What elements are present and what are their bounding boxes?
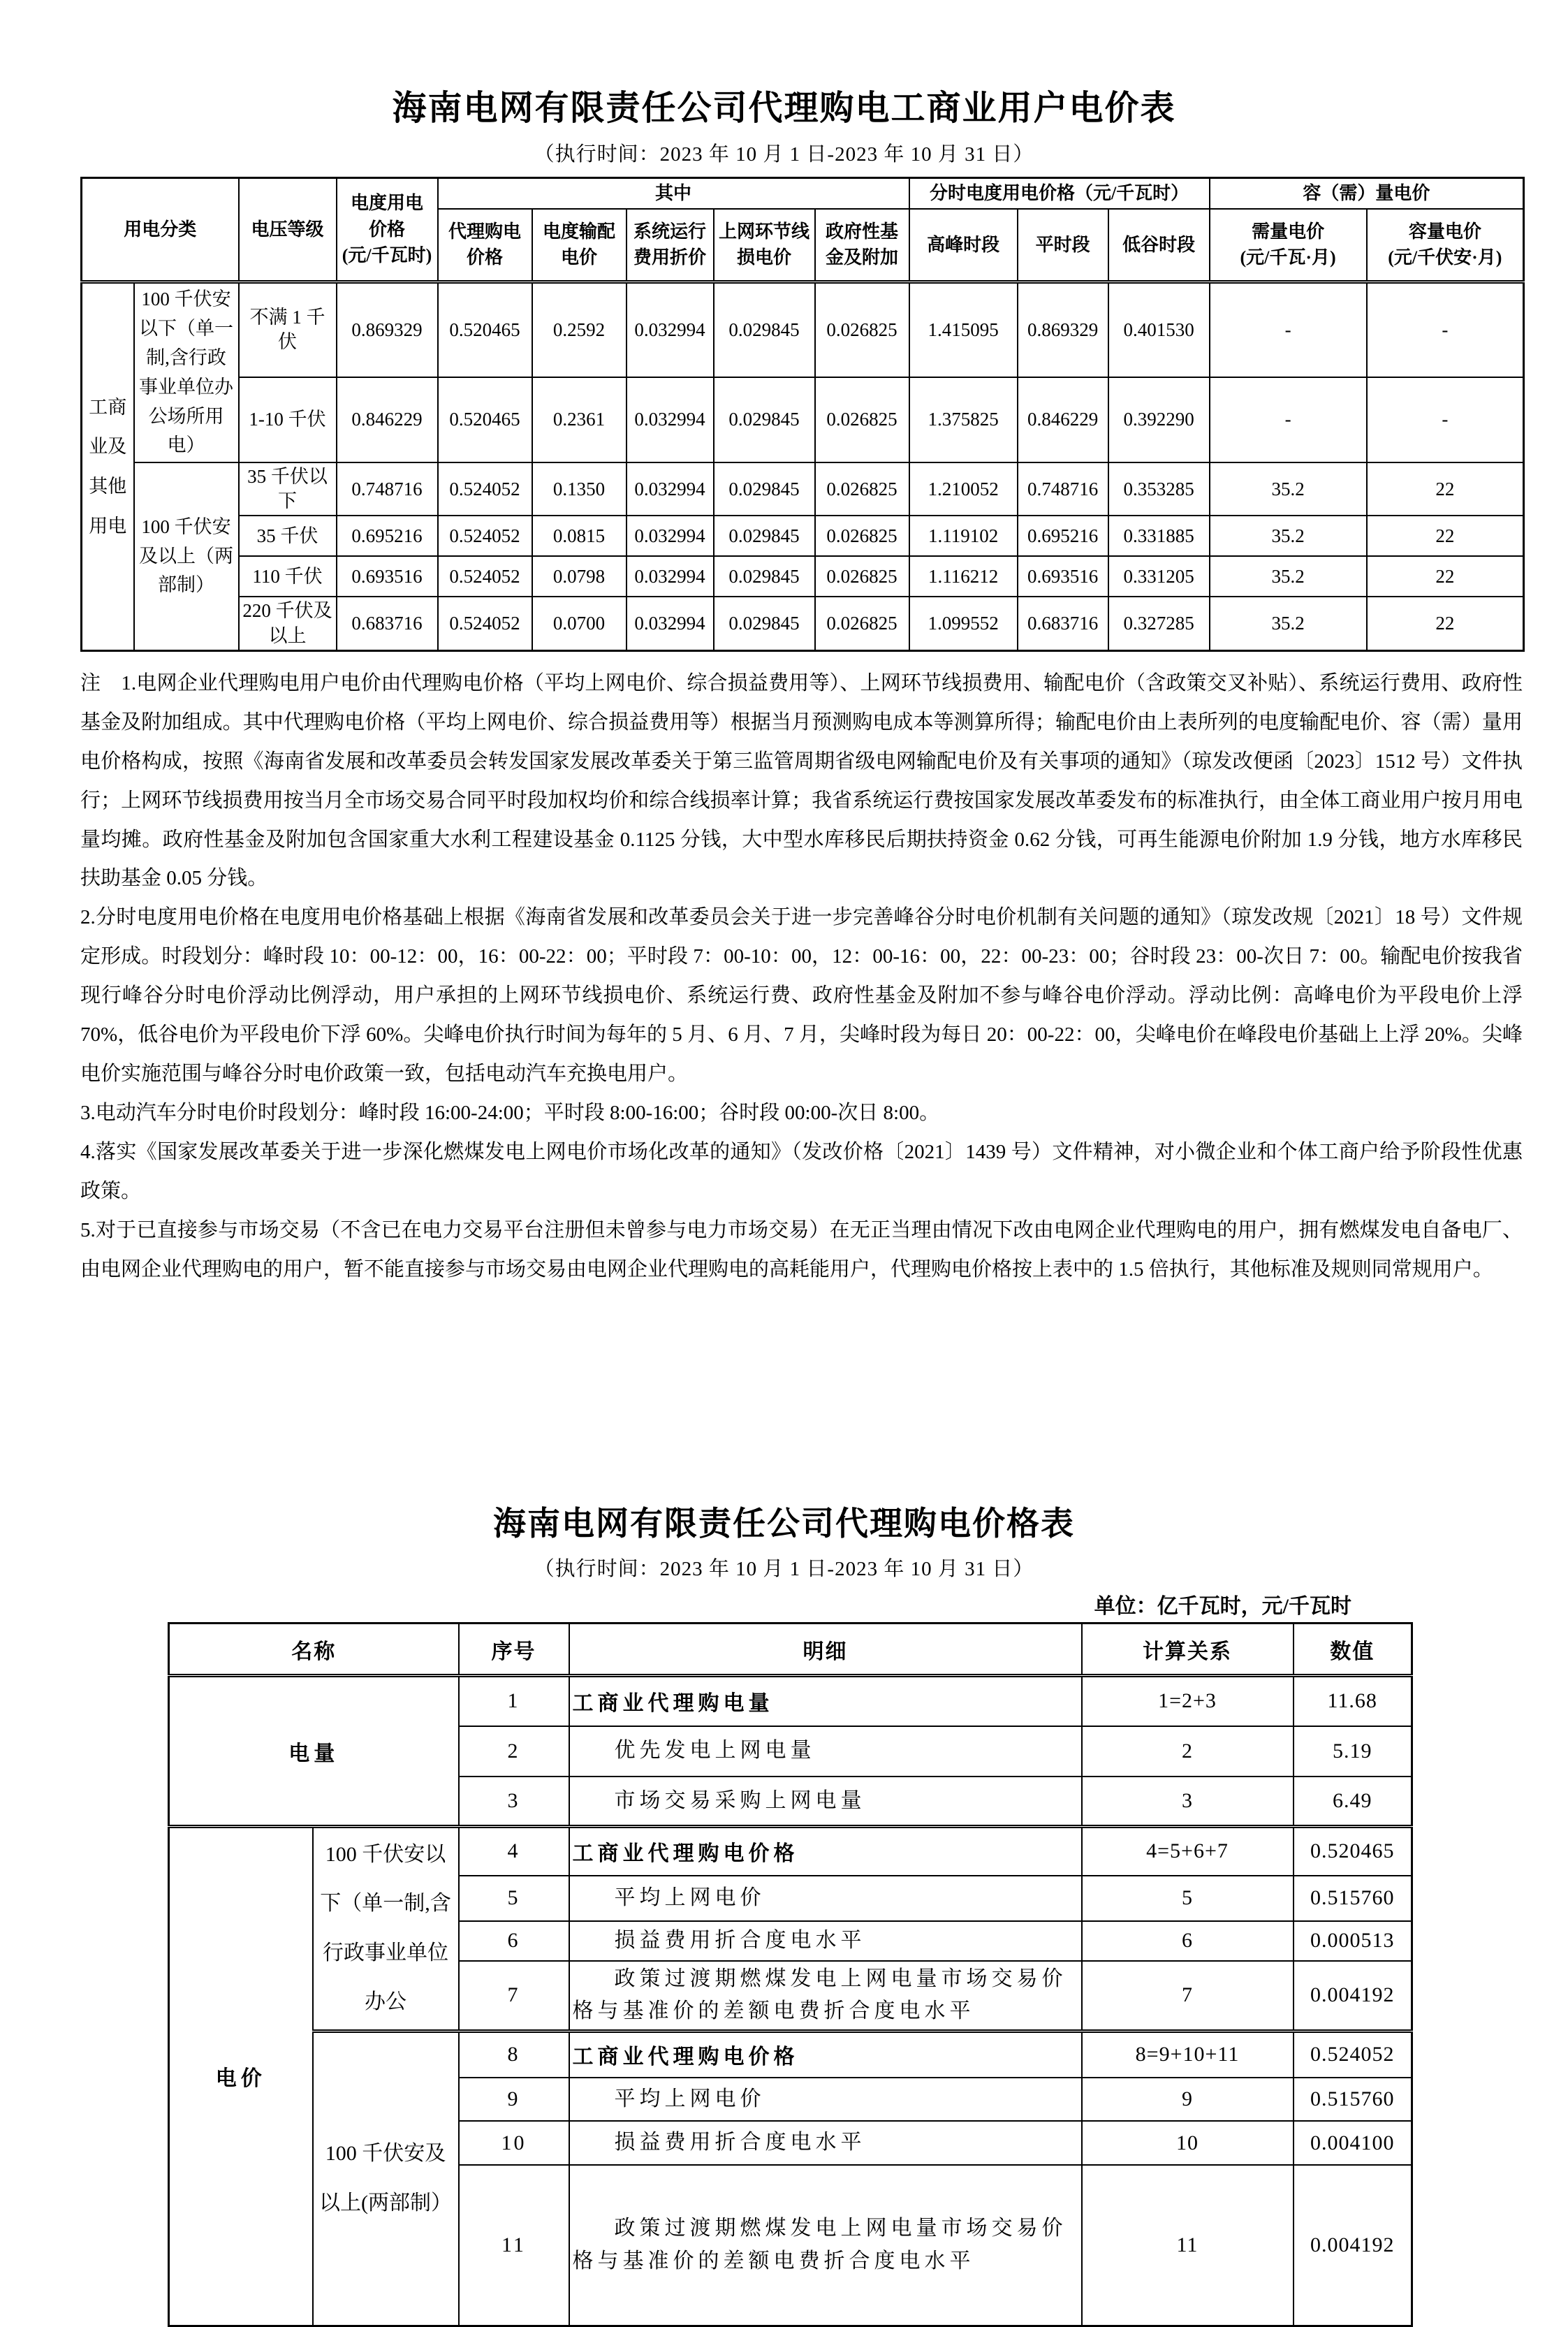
value-cell: 22 <box>1367 516 1524 556</box>
note-3: 3.电动汽车分时电价时段划分：峰时段 16:00-24:00；平时段 8:00-16:00；谷时段 00:00-次日 8:00。 <box>80 1102 940 1125</box>
note-5: 5.对于已直接参与市场交易（不含已在电力交易平台注册但未曾参与电力市场交易）在无正当理由情况下改由电网企业代理购电的用户，拥有燃煤发电自备电厂、由电网企业代理购电的用户，暂不能直接参与市场交易由电网企业代理购电的高耗能用户，代理购电价格按上表中的 1.5 倍执行，其他标准及规则同常规用户。 <box>80 1219 1523 1281</box>
group-low-cell: 100 千伏安以下（单一制,含行政事业单位办公场所用电） <box>134 282 239 463</box>
header-seq: 序号 <box>459 1624 569 1676</box>
header-value: 数值 <box>1294 1624 1412 1676</box>
value-cell: 0.032994 <box>627 282 714 377</box>
calc-cell: 3 <box>1082 1777 1294 1827</box>
value-cell: 0.869329 <box>1018 282 1108 377</box>
value-cell: 0.026825 <box>815 516 909 556</box>
detail-cell: 政策过渡期燃煤发电上网电量市场交易价格与基准价的差额电费折合度电水平 <box>569 2165 1082 2326</box>
table-row <box>169 2031 1412 2078</box>
voltage-cell: 220 千伏及以上 <box>239 597 337 650</box>
value-cell: 0.515760 <box>1294 2078 1412 2121</box>
calc-cell: 7 <box>1082 1961 1294 2031</box>
detail-cell: 优先发电上网电量 <box>569 1726 1082 1777</box>
table-row <box>82 462 1524 516</box>
price-table <box>168 1622 1413 2327</box>
value-cell: 22 <box>1367 597 1524 650</box>
value-cell: 1.099552 <box>909 597 1018 650</box>
voltage-cell: 1-10 千伏 <box>239 377 337 463</box>
value-cell: 0.026825 <box>815 282 909 377</box>
value-cell: 11.68 <box>1294 1676 1412 1726</box>
calc-cell: 6 <box>1082 1921 1294 1961</box>
detail-cell: 工商业代理购电价格 <box>569 2031 1082 2078</box>
header-gov-fund: 政府性基金及附加 <box>815 209 909 282</box>
value-cell: 0.032994 <box>627 377 714 463</box>
header-capacity-price <box>1367 209 1524 282</box>
header-valley: 低谷时段 <box>1108 209 1210 282</box>
group-low-cell: 100 千伏安以下（单一制,含行政事业单位办公 <box>313 1827 459 2031</box>
value-cell: 0.032994 <box>627 516 714 556</box>
value-cell: 0.524052 <box>438 516 532 556</box>
header-line-loss: 上网环节线损电价 <box>714 209 815 282</box>
seq-cell: 9 <box>459 2078 569 2121</box>
table-row <box>169 1676 1412 1726</box>
seq-cell: 11 <box>459 2165 569 2326</box>
value-cell: 22 <box>1367 462 1524 516</box>
value-cell: 1.210052 <box>909 462 1018 516</box>
value-cell: 0.029845 <box>714 462 815 516</box>
calc-cell: 1=2+3 <box>1082 1676 1294 1726</box>
table-row <box>82 556 1524 597</box>
value-cell: 0.029845 <box>714 282 815 377</box>
table-row <box>82 516 1524 556</box>
value-cell: 0.0798 <box>532 556 627 597</box>
seq-cell: 5 <box>459 1876 569 1921</box>
calc-cell: 4=5+6+7 <box>1082 1827 1294 1876</box>
price-table-wrapper <box>168 1622 1411 2327</box>
value-cell: 0.524052 <box>1294 2031 1412 2078</box>
table-row <box>82 597 1524 650</box>
note-4: 4.落实《国家发展改革委关于进一步深化燃煤发电上网电价市场化改革的通知》（发改价格〔2021〕1439 号）文件精神，对小微企业和个体工商户给予阶段性优惠政策。 <box>80 1141 1523 1203</box>
value-cell: 0.032994 <box>627 462 714 516</box>
value-cell: 0.520465 <box>438 282 532 377</box>
calc-cell: 5 <box>1082 1876 1294 1921</box>
table-row <box>169 1827 1412 1876</box>
detail-cell: 损益费用折合度电水平 <box>569 2121 1082 2165</box>
seq-cell: 4 <box>459 1827 569 1876</box>
value-cell: - <box>1367 282 1524 377</box>
value-cell: 0.026825 <box>815 377 909 463</box>
tariff-table <box>80 177 1525 652</box>
header-among-group: 其中 <box>438 178 909 209</box>
value-cell: 35.2 <box>1210 462 1367 516</box>
header-energy-price <box>337 178 438 282</box>
value-cell: - <box>1210 282 1367 377</box>
value-cell: 0.004192 <box>1294 1961 1412 2031</box>
value-cell: 0.029845 <box>714 556 815 597</box>
table1-subtitle: （执行时间：2023 年 10 月 1 日-2023 年 10 月 31 日） <box>534 143 1034 166</box>
value-cell: 0.869329 <box>337 282 438 377</box>
header-transmission-price: 电度输配电价 <box>532 209 627 282</box>
note-1: 注 1.电网企业代理购电用户电价由代理购电价格（平均上网电价、综合损益费用等）、上网环节线损费用、输配电价（含政策交叉补贴）、系统运行费用、政府性基金及附加组成。其中代理购电价格（平均上网电价、综合损益费用等）根据当月预测购电成本等测算所得；输配电价由上表所列的电度输配电价、容（需）量用电价格构成，按照《海南省发展和改革委员会转发国家发展改革委关于第三监管周期省级电网输配电价及有关事项的通知》（琼发改便函〔2023〕1512 号）文件执行；上网环节线损费用按当月全市场交易合同平时段加权均价和综合线损率计算；我省系统运行费按国家发展改革委发布的标准执行，由全体工商业用户按月用电量均摊。政府性基金及附加包含国家重大水利工程建设基金 0.1125 分钱，大中型水库移民后期扶持资金 0.62 分钱，可再生能源电价附加 1.9 分钱，地方水库移民扶助基金 0.05 分钱。 <box>80 671 1523 890</box>
value-cell: 0.0700 <box>532 597 627 650</box>
header-agent-price: 代理购电价格 <box>438 209 532 282</box>
seq-cell: 1 <box>459 1676 569 1726</box>
value-cell: 0.693516 <box>337 556 438 597</box>
value-cell: 0.2361 <box>532 377 627 463</box>
header-system-fee: 系统运行费用折价 <box>627 209 714 282</box>
seq-cell: 6 <box>459 1921 569 1961</box>
value-cell: 0.1350 <box>532 462 627 516</box>
header-energy-price-line2: 价格 <box>369 219 406 240</box>
value-cell: 0.748716 <box>337 462 438 516</box>
table2-subtitle: （执行时间：2023 年 10 月 1 日-2023 年 10 月 31 日） <box>534 1558 1034 1581</box>
value-cell: 0.029845 <box>714 597 815 650</box>
value-cell: 0.515760 <box>1294 1876 1412 1921</box>
seq-cell: 3 <box>459 1777 569 1827</box>
value-cell: 0.520465 <box>1294 1827 1412 1876</box>
header-flat: 平时段 <box>1018 209 1108 282</box>
value-cell: 0.392290 <box>1108 377 1210 463</box>
value-cell: 0.032994 <box>627 597 714 650</box>
table2-title: 海南电网有限责任公司代理购电价格表 <box>493 1506 1075 1543</box>
group-high-cell: 100 千伏安及以上(两部制） <box>313 2031 459 2326</box>
table-row <box>82 377 1524 463</box>
header-energy-price-line3: (元/千瓦时) <box>342 245 432 266</box>
value-cell: 1.119102 <box>909 516 1018 556</box>
value-cell: 0.683716 <box>337 597 438 650</box>
voltage-cell: 不满 1 千伏 <box>239 282 337 377</box>
header-demand-price-line2: (元/千瓦·月) <box>1240 247 1336 268</box>
value-cell: 35.2 <box>1210 556 1367 597</box>
value-cell: 0.000513 <box>1294 1921 1412 1961</box>
value-cell: 0.331885 <box>1108 516 1210 556</box>
voltage-cell: 35 千伏 <box>239 516 337 556</box>
value-cell: 0.026825 <box>815 597 909 650</box>
header-group-row <box>82 178 1524 209</box>
seq-cell: 2 <box>459 1726 569 1777</box>
value-cell: 0.0815 <box>532 516 627 556</box>
value-cell: 1.415095 <box>909 282 1018 377</box>
voltage-cell: 110 千伏 <box>239 556 337 597</box>
seq-cell: 8 <box>459 2031 569 2078</box>
value-cell: - <box>1367 377 1524 463</box>
value-cell: 0.004100 <box>1294 2121 1412 2165</box>
value-cell: 0.026825 <box>815 462 909 516</box>
price-header-row <box>169 1624 1412 1676</box>
header-capacity-group: 容（需）量电价 <box>1210 178 1524 209</box>
value-cell: 0.353285 <box>1108 462 1210 516</box>
value-cell: 0.004192 <box>1294 2165 1412 2326</box>
header-detail: 明细 <box>569 1624 1082 1676</box>
header-category: 用电分类 <box>82 178 239 282</box>
header-name: 名称 <box>169 1624 459 1676</box>
value-cell: 0.524052 <box>438 597 532 650</box>
seq-cell: 10 <box>459 2121 569 2165</box>
detail-cell: 市场交易采购上网电量 <box>569 1777 1082 1827</box>
calc-cell: 10 <box>1082 2121 1294 2165</box>
seq-cell: 7 <box>459 1961 569 2031</box>
category-cell: 工商业及其他用电 <box>82 282 134 650</box>
value-cell: 0.029845 <box>714 377 815 463</box>
value-cell: 0.693516 <box>1018 556 1108 597</box>
value-cell: 35.2 <box>1210 516 1367 556</box>
value-cell: 0.683716 <box>1018 597 1108 650</box>
note-2: 2.分时电度用电价格在电度用电价格基础上根据《海南省发展和改革委员会关于进一步完善峰谷分时电价机制有关问题的通知》（琼发改规〔2021〕18 号）文件规定形成。时段划分：峰时段 10：00-12：00，16：00-22：00；平时段 7：00-10：00，12：00-16：00，22：00-23：00；谷时段 23：00-次日 7：00。输配电价按我省现行峰谷分时电价浮动比例浮动，用户承担的上网环节线损电价、系统运行费、政府性基金及附加不参与峰谷电价浮动。浮动比例：高峰电价为平段电价上浮 70%，低谷电价为平段电价下浮 60%。尖峰电价执行时间为每年的 5 月、6 月、7 月，尖峰时段为每日 20：00-22：00，尖峰电价在峰段电价基础上上浮 20%。尖峰电价实施范围与峰谷分时电价政策一致，包括电动汽车充换电用户。 <box>80 906 1523 1086</box>
section-price-cell: 电价 <box>169 1827 313 2326</box>
detail-cell: 工商业代理购电价格 <box>569 1827 1082 1876</box>
calc-cell: 9 <box>1082 2078 1294 2121</box>
value-cell: 0.026825 <box>815 556 909 597</box>
value-cell: 0.524052 <box>438 556 532 597</box>
header-tou-group: 分时电度用电价格（元/千瓦时） <box>909 178 1210 209</box>
value-cell: 0.401530 <box>1108 282 1210 377</box>
value-cell: 0.327285 <box>1108 597 1210 650</box>
value-cell: 0.029845 <box>714 516 815 556</box>
calc-cell: 2 <box>1082 1726 1294 1777</box>
calc-cell: 8=9+10+11 <box>1082 2031 1294 2078</box>
detail-cell: 工商业代理购电量 <box>569 1676 1082 1726</box>
value-cell: - <box>1210 377 1367 463</box>
detail-cell: 损益费用折合度电水平 <box>569 1921 1082 1961</box>
notes-section <box>80 664 1523 1290</box>
value-cell: 6.49 <box>1294 1777 1412 1827</box>
value-cell: 1.375825 <box>909 377 1018 463</box>
table-row <box>82 282 1524 377</box>
value-cell: 0.695216 <box>337 516 438 556</box>
group-high-cell: 100 千伏安及以上（两部制） <box>134 462 239 650</box>
header-calc: 计算关系 <box>1082 1624 1294 1676</box>
value-cell: 0.2592 <box>532 282 627 377</box>
value-cell: 0.695216 <box>1018 516 1108 556</box>
value-cell: 22 <box>1367 556 1524 597</box>
value-cell: 5.19 <box>1294 1726 1412 1777</box>
calc-cell: 11 <box>1082 2165 1294 2326</box>
header-capacity-price-line2: (元/千伏安·月) <box>1388 247 1502 268</box>
value-cell: 0.032994 <box>627 556 714 597</box>
header-voltage: 电压等级 <box>239 178 337 282</box>
value-cell: 1.116212 <box>909 556 1018 597</box>
value-cell: 0.524052 <box>438 462 532 516</box>
section-energy-cell: 电量 <box>169 1676 459 1827</box>
tariff-table-wrapper <box>80 177 1523 652</box>
header-capacity-price-line1: 容量电价 <box>1408 221 1481 242</box>
unit-label: 单位：亿千瓦时，元/千瓦时 <box>1094 1595 1351 1619</box>
header-energy-price-line1: 电度用电 <box>351 193 424 214</box>
value-cell: 0.331205 <box>1108 556 1210 597</box>
detail-cell: 平均上网电价 <box>569 2078 1082 2121</box>
value-cell: 0.846229 <box>337 377 438 463</box>
value-cell: 35.2 <box>1210 597 1367 650</box>
detail-cell: 平均上网电价 <box>569 1876 1082 1921</box>
header-demand-price <box>1210 209 1367 282</box>
header-demand-price-line1: 需量电价 <box>1252 221 1325 242</box>
value-cell: 0.520465 <box>438 377 532 463</box>
header-peak: 高峰时段 <box>909 209 1018 282</box>
value-cell: 0.846229 <box>1018 377 1108 463</box>
table1-title: 海南电网有限责任公司代理购电工商业用户电价表 <box>392 89 1176 127</box>
value-cell: 0.748716 <box>1018 462 1108 516</box>
voltage-cell: 35 千伏以下 <box>239 462 337 516</box>
detail-cell: 政策过渡期燃煤发电上网电量市场交易价格与基准价的差额电费折合度电水平 <box>569 1961 1082 2031</box>
